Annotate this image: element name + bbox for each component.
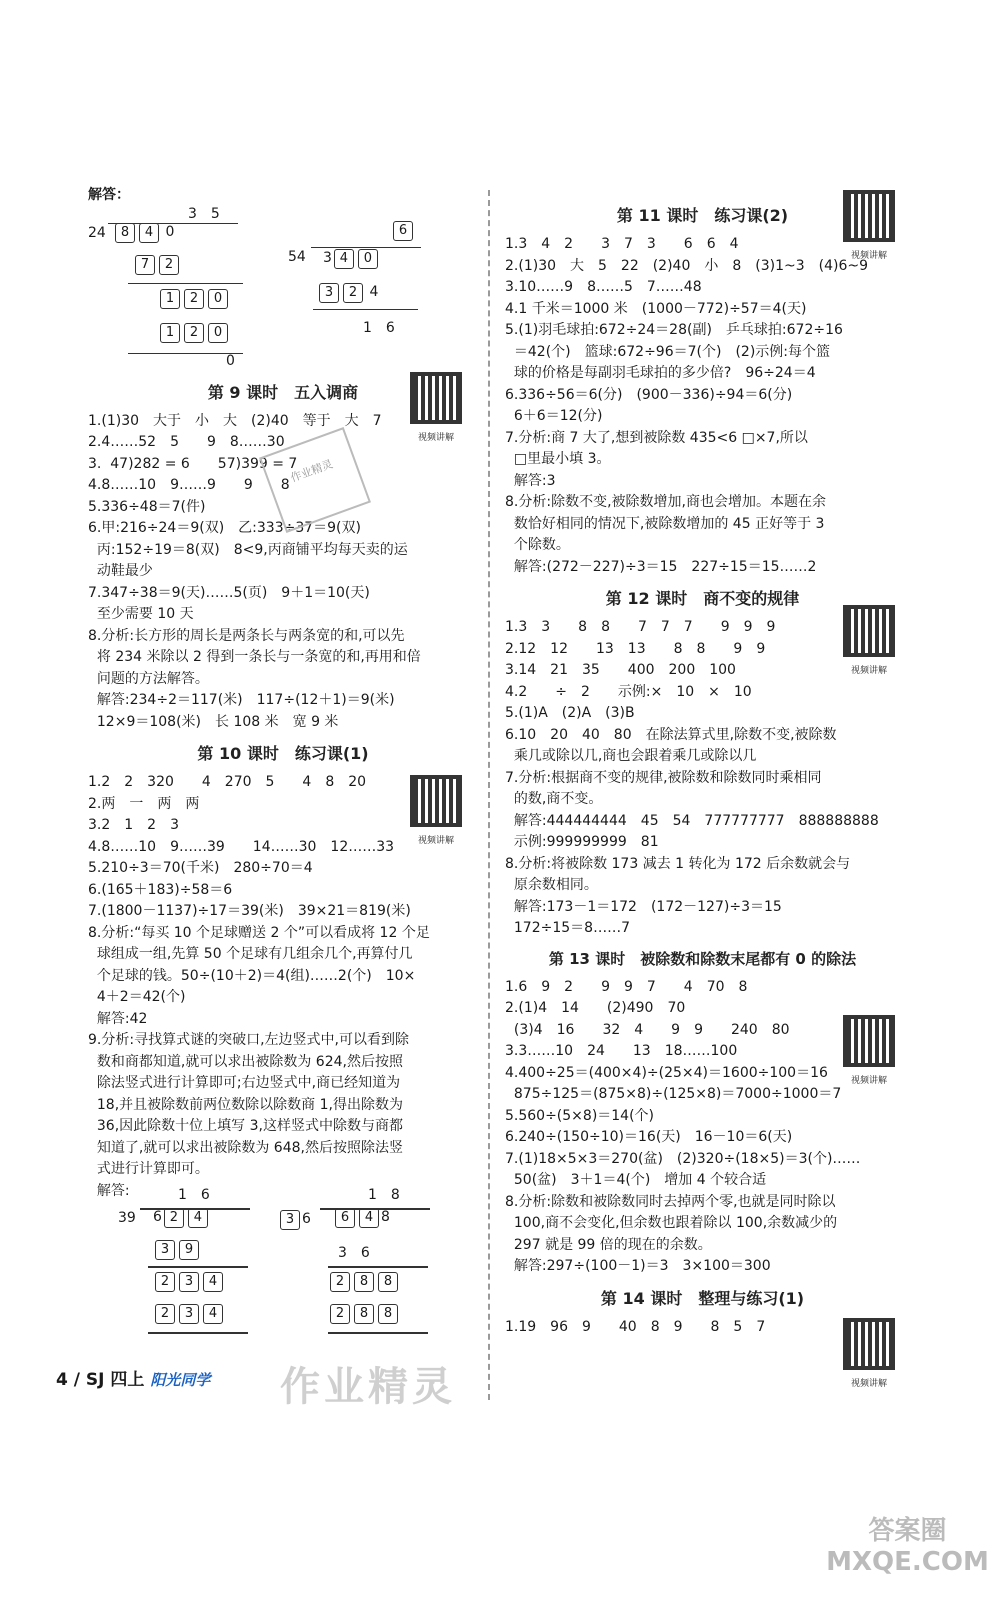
site-logo: 答案圈 MXQE.COM bbox=[826, 1516, 989, 1577]
qr-label: 视频讲解 bbox=[850, 1076, 887, 1086]
lesson11-line: 个除数。 bbox=[505, 537, 570, 553]
lesson11-line: 1.3 4 2 3 7 3 6 6 4 bbox=[505, 236, 739, 252]
lesson10-title: 第 10 课时 练习课(1) bbox=[197, 744, 369, 763]
lesson9-line: 8.分析:长方形的周长是两条长与两条宽的和,可以先 bbox=[88, 627, 405, 644]
lesson12-line: 5.(1)A (2)A (3)B bbox=[505, 705, 635, 721]
lesson10-line: 解答:42 bbox=[88, 1010, 148, 1027]
lesson11-line: 解答:(272－227)÷3＝15 227÷15＝15……2 bbox=[505, 558, 817, 575]
lesson13-line: 875÷125＝(875×8)÷(125×8)＝7000÷1000＝7 bbox=[505, 1086, 842, 1102]
lesson12-line: 解答:173－1＝172 (172－127)÷3＝15 bbox=[505, 898, 782, 915]
lesson11-line: 6＋6＝12(分) bbox=[505, 408, 603, 424]
lesson10-line: 7.(1800－1137)÷17＝39(米) 39×21＝819(米) bbox=[88, 903, 411, 919]
lesson10-line: 18,并且被除数前两位数除以除数商 1,得出除数为 bbox=[88, 1096, 403, 1113]
qr-code-lesson10[interactable] bbox=[410, 775, 462, 827]
lesson12-line: 1.3 3 8 8 7 7 7 9 9 9 bbox=[505, 619, 776, 635]
lesson13-line: 解答:297÷(100－1)＝3 3×100＝300 bbox=[505, 1258, 771, 1274]
lesson9-line: 问题的方法解答。 bbox=[88, 670, 209, 687]
lesson13-line: 7.(1)18×5×3＝270(盆) (2)320÷(18×5)＝3(个)…… bbox=[505, 1150, 861, 1167]
lesson11-line: 8.分析:除数不变,被除数增加,商也会增加。本题在余 bbox=[505, 494, 826, 510]
lesson9-line: 1.(1)30 大于 小 大 (2)40 等于 大 7 bbox=[88, 412, 382, 429]
column-divider bbox=[488, 190, 490, 1400]
lesson12-line: 示例:999999999 81 bbox=[505, 834, 659, 850]
lesson11-line: 4.1 千米＝1000 米 (1000－772)÷57＝4(天) bbox=[505, 300, 807, 317]
lesson9-line: 解答:234÷2＝117(米) 117÷(12＋1)＝9(米) bbox=[88, 692, 395, 708]
brand-logo: 阳光同学 bbox=[150, 1371, 211, 1389]
lesson10-line: 4.8……10 9……39 14……30 12……33 bbox=[88, 838, 395, 855]
lesson12-line: 2.12 12 13 13 8 8 9 9 bbox=[505, 640, 766, 657]
lesson10-line: 数和商都知道,就可以求出被除数为 624,然后按照 bbox=[88, 1053, 403, 1070]
lesson11-answers bbox=[505, 234, 900, 578]
lesson9-line: 丙:152÷19＝8(双) 8<9,丙商铺平均每天卖的运 bbox=[88, 541, 408, 558]
lesson10-line: 6.(165＋183)÷58＝6 bbox=[88, 881, 233, 898]
watermark: 作业精灵 bbox=[280, 1364, 456, 1410]
lesson12-line: 乘几或除以几,商也会跟着乘几或除以几 bbox=[505, 748, 757, 764]
lesson10-line: 知道了,就可以求出被除数为 648,然后按照除法竖 bbox=[88, 1139, 403, 1156]
lesson9-line: 6.甲:216÷24＝9(双) 乙:333÷37＝9(双) bbox=[88, 520, 361, 536]
lesson12-title: 第 12 课时 商不变的规律 bbox=[605, 589, 800, 608]
lesson13-line: (3)4 16 32 4 9 9 240 80 bbox=[505, 1021, 790, 1038]
lesson11-line: 7.分析:商 7 大了,想到被除数 435<6 □×7,所以 bbox=[505, 429, 808, 446]
lesson11-line: 6.336÷56＝6(分) (900－336)÷94＝6(分) bbox=[505, 386, 793, 403]
lesson9-line: 动鞋最少 bbox=[88, 563, 153, 579]
lesson11-line: 3.10……9 8……5 7……48 bbox=[505, 279, 702, 295]
lesson12-line: 7.分析:根据商不变的规律,被除数和除数同时乘相同 bbox=[505, 769, 822, 786]
lesson12-line: 6.10 20 40 80 在除法算式里,除数不变,被除数 bbox=[505, 726, 837, 743]
lesson13-line: 4.400÷25＝(400×4)÷(25×4)＝1600÷100＝16 bbox=[505, 1064, 828, 1081]
lesson10-line: 8.分析:“每买 10 个足球赠送 2 个”可以看成将 12 个足 bbox=[88, 924, 430, 941]
lesson9-line: 2.4……52 5 9 8……30 bbox=[88, 434, 285, 450]
lesson11-line: 5.(1)羽毛球拍:672÷24＝28(副) 乒乓球拍:672÷16 bbox=[505, 322, 843, 338]
lesson13-line: 5.560÷(5×8)＝14(个) bbox=[505, 1107, 655, 1124]
lesson9-title: 第 9 课时 五入调商 bbox=[207, 382, 359, 402]
lesson10-line: 除法竖式进行计算即可;右边竖式中,商已经知道为 bbox=[88, 1075, 401, 1091]
lesson10-line: 5.210÷3＝70(千米) 280÷70＝4 bbox=[88, 860, 313, 876]
lesson11-title: 第 11 课时 练习课(2) bbox=[616, 206, 789, 225]
lesson11-line: 2.(1)30 大 5 22 (2)40 小 8 (3)1~3 (4)6~9 bbox=[505, 257, 869, 274]
qr-label: 视频讲解 bbox=[417, 433, 454, 443]
lesson12-line: 原余数相同。 bbox=[505, 877, 598, 893]
lesson14-answers bbox=[505, 1317, 900, 1339]
lesson12-line: 3.14 21 35 400 200 100 bbox=[505, 662, 736, 678]
lesson11-line: ＝42(个) 篮球:672÷96＝7(个) (2)示例:每个篮 bbox=[505, 343, 831, 360]
lesson13-line: 297 就是 99 倍的现在的余数。 bbox=[505, 1236, 712, 1253]
lesson10-line: 式进行计算即可。 bbox=[88, 1161, 209, 1177]
lesson9-line: 4.8……10 9……9 9 8 bbox=[88, 477, 290, 493]
lesson11-line: 解答:3 bbox=[505, 472, 556, 489]
qr-code-lesson12[interactable] bbox=[843, 605, 895, 657]
qr-code-lesson14[interactable] bbox=[843, 1318, 895, 1370]
lesson14-line: 1.19 96 9 40 8 9 8 5 7 bbox=[505, 1318, 766, 1335]
lesson9-line: 7.347÷38＝9(天)……5(页) 9＋1＝10(天) bbox=[88, 584, 370, 601]
qr-code-lesson9[interactable] bbox=[410, 372, 462, 424]
lesson9-line: 5.336÷48＝7(件) bbox=[88, 498, 206, 515]
qr-code-lesson11[interactable] bbox=[843, 190, 895, 242]
lesson10-line: 4＋2＝42(个) bbox=[88, 989, 186, 1005]
lesson13-line: 50(盆) 3＋1＝4(个) 增加 4 个较合适 bbox=[505, 1172, 767, 1188]
lesson13-line: 6.240÷(150÷10)＝16(天) 16－10＝6(天) bbox=[505, 1129, 793, 1145]
lesson9-line: 将 234 米除以 2 得到一条长与一条宽的和,再用和倍 bbox=[88, 649, 421, 665]
lesson10-line: 1.2 2 320 4 270 5 4 8 20 bbox=[88, 774, 367, 790]
lesson13-line: 1.6 9 2 9 9 7 4 70 8 bbox=[505, 978, 748, 995]
lesson13-line: 100,商不会变化,但余数也跟着除以 100,余数减少的 bbox=[505, 1215, 838, 1231]
lesson13-title: 第 13 课时 被除数和除数末尾都有 0 的除法 bbox=[548, 949, 857, 968]
lesson12-line: 8.分析:将被除数 173 减去 1 转化为 172 后余数就会与 bbox=[505, 855, 851, 872]
lesson10-line: 3.2 1 2 3 bbox=[88, 817, 179, 833]
lesson12-line: 的数,商不变。 bbox=[505, 791, 603, 807]
lesson11-line: 数恰好相同的情况下,被除数增加的 45 正好等于 3 bbox=[505, 515, 825, 532]
lesson9-line: 12×9＝108(米) 长 108 米 宽 9 米 bbox=[88, 713, 339, 730]
lesson13-line: 2.(1)4 14 (2)490 70 bbox=[505, 1000, 686, 1016]
left-column bbox=[88, 185, 478, 1362]
qr-label: 视频讲解 bbox=[417, 836, 454, 846]
lesson13-line: 8.分析:除数和被除数同时去掉两个零,也就是同时除以 bbox=[505, 1193, 836, 1210]
lesson13-line: 3.3……10 24 13 18……100 bbox=[505, 1043, 738, 1059]
qr-code-lesson13[interactable] bbox=[843, 1015, 895, 1067]
lesson10-line: 球组成一组,先算 50 个足球有几组余几个,再算付几 bbox=[88, 946, 413, 962]
lesson10-line: 2.两 一 两 两 bbox=[88, 795, 200, 812]
lesson14-title: 第 14 课时 整理与练习(1) bbox=[600, 1288, 805, 1308]
right-column bbox=[505, 185, 900, 1338]
answer-label: 解答： bbox=[88, 187, 130, 203]
lesson10-line: 解答: bbox=[88, 1182, 130, 1199]
lesson10-line: 9.分析:寻找算式谜的突破口,左边竖式中,可以看到除 bbox=[88, 1032, 409, 1048]
lesson11-line: 球的价格是每副羽毛球拍的多少倍? 96÷24＝4 bbox=[505, 365, 816, 381]
lesson12-line: 4.2 ÷ 2 示例:× 10 × 10 bbox=[505, 683, 752, 700]
qr-label: 视频讲解 bbox=[850, 251, 887, 261]
lesson9-line: 3. 47)282 = 6 57)399 = 7 bbox=[88, 455, 298, 472]
qr-label: 视频讲解 bbox=[850, 666, 887, 676]
qr-label: 视频讲解 bbox=[850, 1379, 887, 1389]
lesson9-line: 至少需要 10 天 bbox=[88, 606, 194, 622]
page-footer bbox=[56, 1365, 210, 1390]
page-number: 4 / SJ 四上 bbox=[56, 1370, 145, 1390]
long-division-block-2: 1 6 39 6 2 4 3 9 2 3 4 2 3 4 1 8 3 6 6 4 8 3 6 2 8 8 2 8 8 bbox=[88, 1202, 478, 1362]
stamp-image: 作业精灵 bbox=[259, 427, 371, 533]
lesson10-line: 36,因此除数十位上填写 3,这样竖式中除数与商都 bbox=[88, 1118, 403, 1134]
lesson13-answers bbox=[505, 977, 900, 1278]
long-division-block-1: 3 5 24 8 4 0 7 2 1 2 0 1 2 0 0 6 54 3 4 0 3 2 4 1 6 bbox=[88, 207, 478, 372]
lesson12-line: 172÷15＝8……7 bbox=[505, 920, 630, 936]
lesson11-line: □里最小填 3。 bbox=[505, 451, 611, 467]
lesson10-line: 个足球的钱。50÷(10＋2)＝4(组)……2(个) 10× bbox=[88, 967, 416, 984]
lesson12-line: 解答:444444444 45 54 777777777 888888888 bbox=[505, 812, 879, 829]
